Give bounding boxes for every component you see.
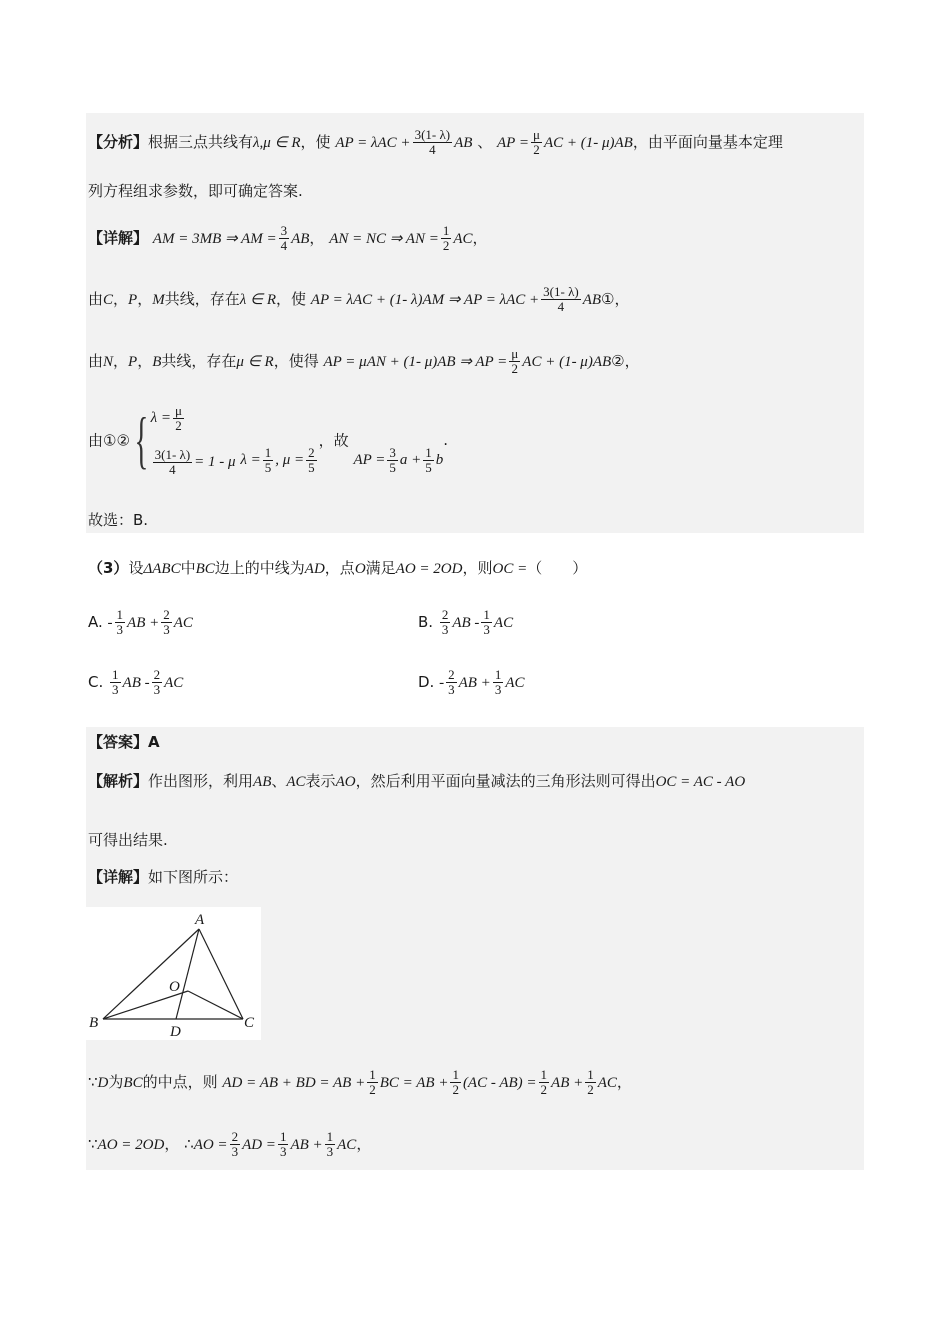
detail2-line-2: ∵AO = 2OD， ∴AO = $\frac{2}{3}$ AD = $\frac{1}{3}$ AB + $\frac{1}{3}$ AC， <box>88 1129 372 1159</box>
analysis-tag: 【分析】 <box>88 133 149 151</box>
label-a: A <box>195 912 205 928</box>
answer-line: 【答案】A <box>88 733 160 751</box>
label-d: D <box>170 1024 181 1040</box>
option-d[interactable]: D. - $\frac{2}{3}$ AB + $\frac{1}{3}$ AC <box>418 667 525 697</box>
detail1-line-1: 【详解】 AM = 3MB ⇒ AM = $\frac{3}{4}$ AB， AN = NC ⇒ AN = $\frac{1}{2}$ AC， <box>88 223 488 253</box>
detail2-line: 【详解】如下图所示： <box>88 868 239 886</box>
option-b[interactable]: B. $\frac{2}{3}$ AB - $\frac{1}{3}$ AC <box>418 607 514 637</box>
option-a[interactable]: A. - $\frac{1}{3}$ AB + $\frac{2}{3}$ AC <box>88 607 193 637</box>
analysis-line-2: 列方程组求参数，即可确定答案. <box>88 182 303 200</box>
explanation-line-2: 可得出结果. <box>88 831 168 849</box>
equation-system: λ = $\frac{\mu}{2}$ $\frac{3(1- \lambda)}{4}$ = 1 - μ <box>150 402 236 477</box>
question-3: （3）设ΔABC中BC边上的中线为AD，点O满足AO = 2OD，则OC =（ ） <box>88 559 588 577</box>
detail1-line-4: 由①②{ λ = $\frac{\mu}{2}$ $\frac{3(1- \lambda)}{4}$ = 1 - μ λ = $\frac{1}{5}$ , μ = $\frac{2}{5}$ ，故 AP = $\frac{3}{5}$ a + $\frac{1}{5}$ b. <box>88 396 448 484</box>
analysis-line-1: 【分析】根据三点共线有λ,μ ∈ R，使 AP = λAC + $\frac{3(1- \lambda)}{4}$ AB 、 AP = $\frac{\mu}{2}$ AC + (1- μ)AB，由平面向量基本定理 <box>88 127 783 157</box>
label-o: O <box>169 979 180 995</box>
option-c[interactable]: C. $\frac{1}{3}$ AB - $\frac{2}{3}$ AC <box>88 667 184 697</box>
detail1-line-2: 由C，P，M共线，存在λ ∈ R，使 AP = λAC + (1- λ)AM ⇒ AP = λAC + $\frac{3(1- \lambda)}{4}$ AB①， <box>88 284 630 314</box>
label-c: C <box>244 1015 255 1031</box>
triangle-figure <box>86 907 261 1040</box>
detail1-line-3: 由N，P，B共线，存在μ ∈ R，使得 AP = μAN + (1- μ)AB ⇒ AP = $\frac{\mu}{2}$ AC + (1- μ)AB②， <box>88 346 640 376</box>
detail2-line-1: ∵D为BC的中点，则 AD = AB + BD = AB + $\frac{1}{2}$ BC = AB + $\frac{1}{2}$ (AC - AB) = $\frac{1}{2}$ AB + $\frac{1}{2}$ AC， <box>88 1067 632 1097</box>
explanation-line-1: 【解析】作出图形，利用AB、AC表示AO，然后利用平面向量减法的三角形法则可得出OC = AC - AO <box>88 772 746 790</box>
detail1-tag: 【详解】 <box>88 229 149 247</box>
label-b: B <box>89 1015 99 1031</box>
figure-bg <box>86 907 261 1040</box>
detail1-choose: 故选：B. <box>88 511 149 529</box>
